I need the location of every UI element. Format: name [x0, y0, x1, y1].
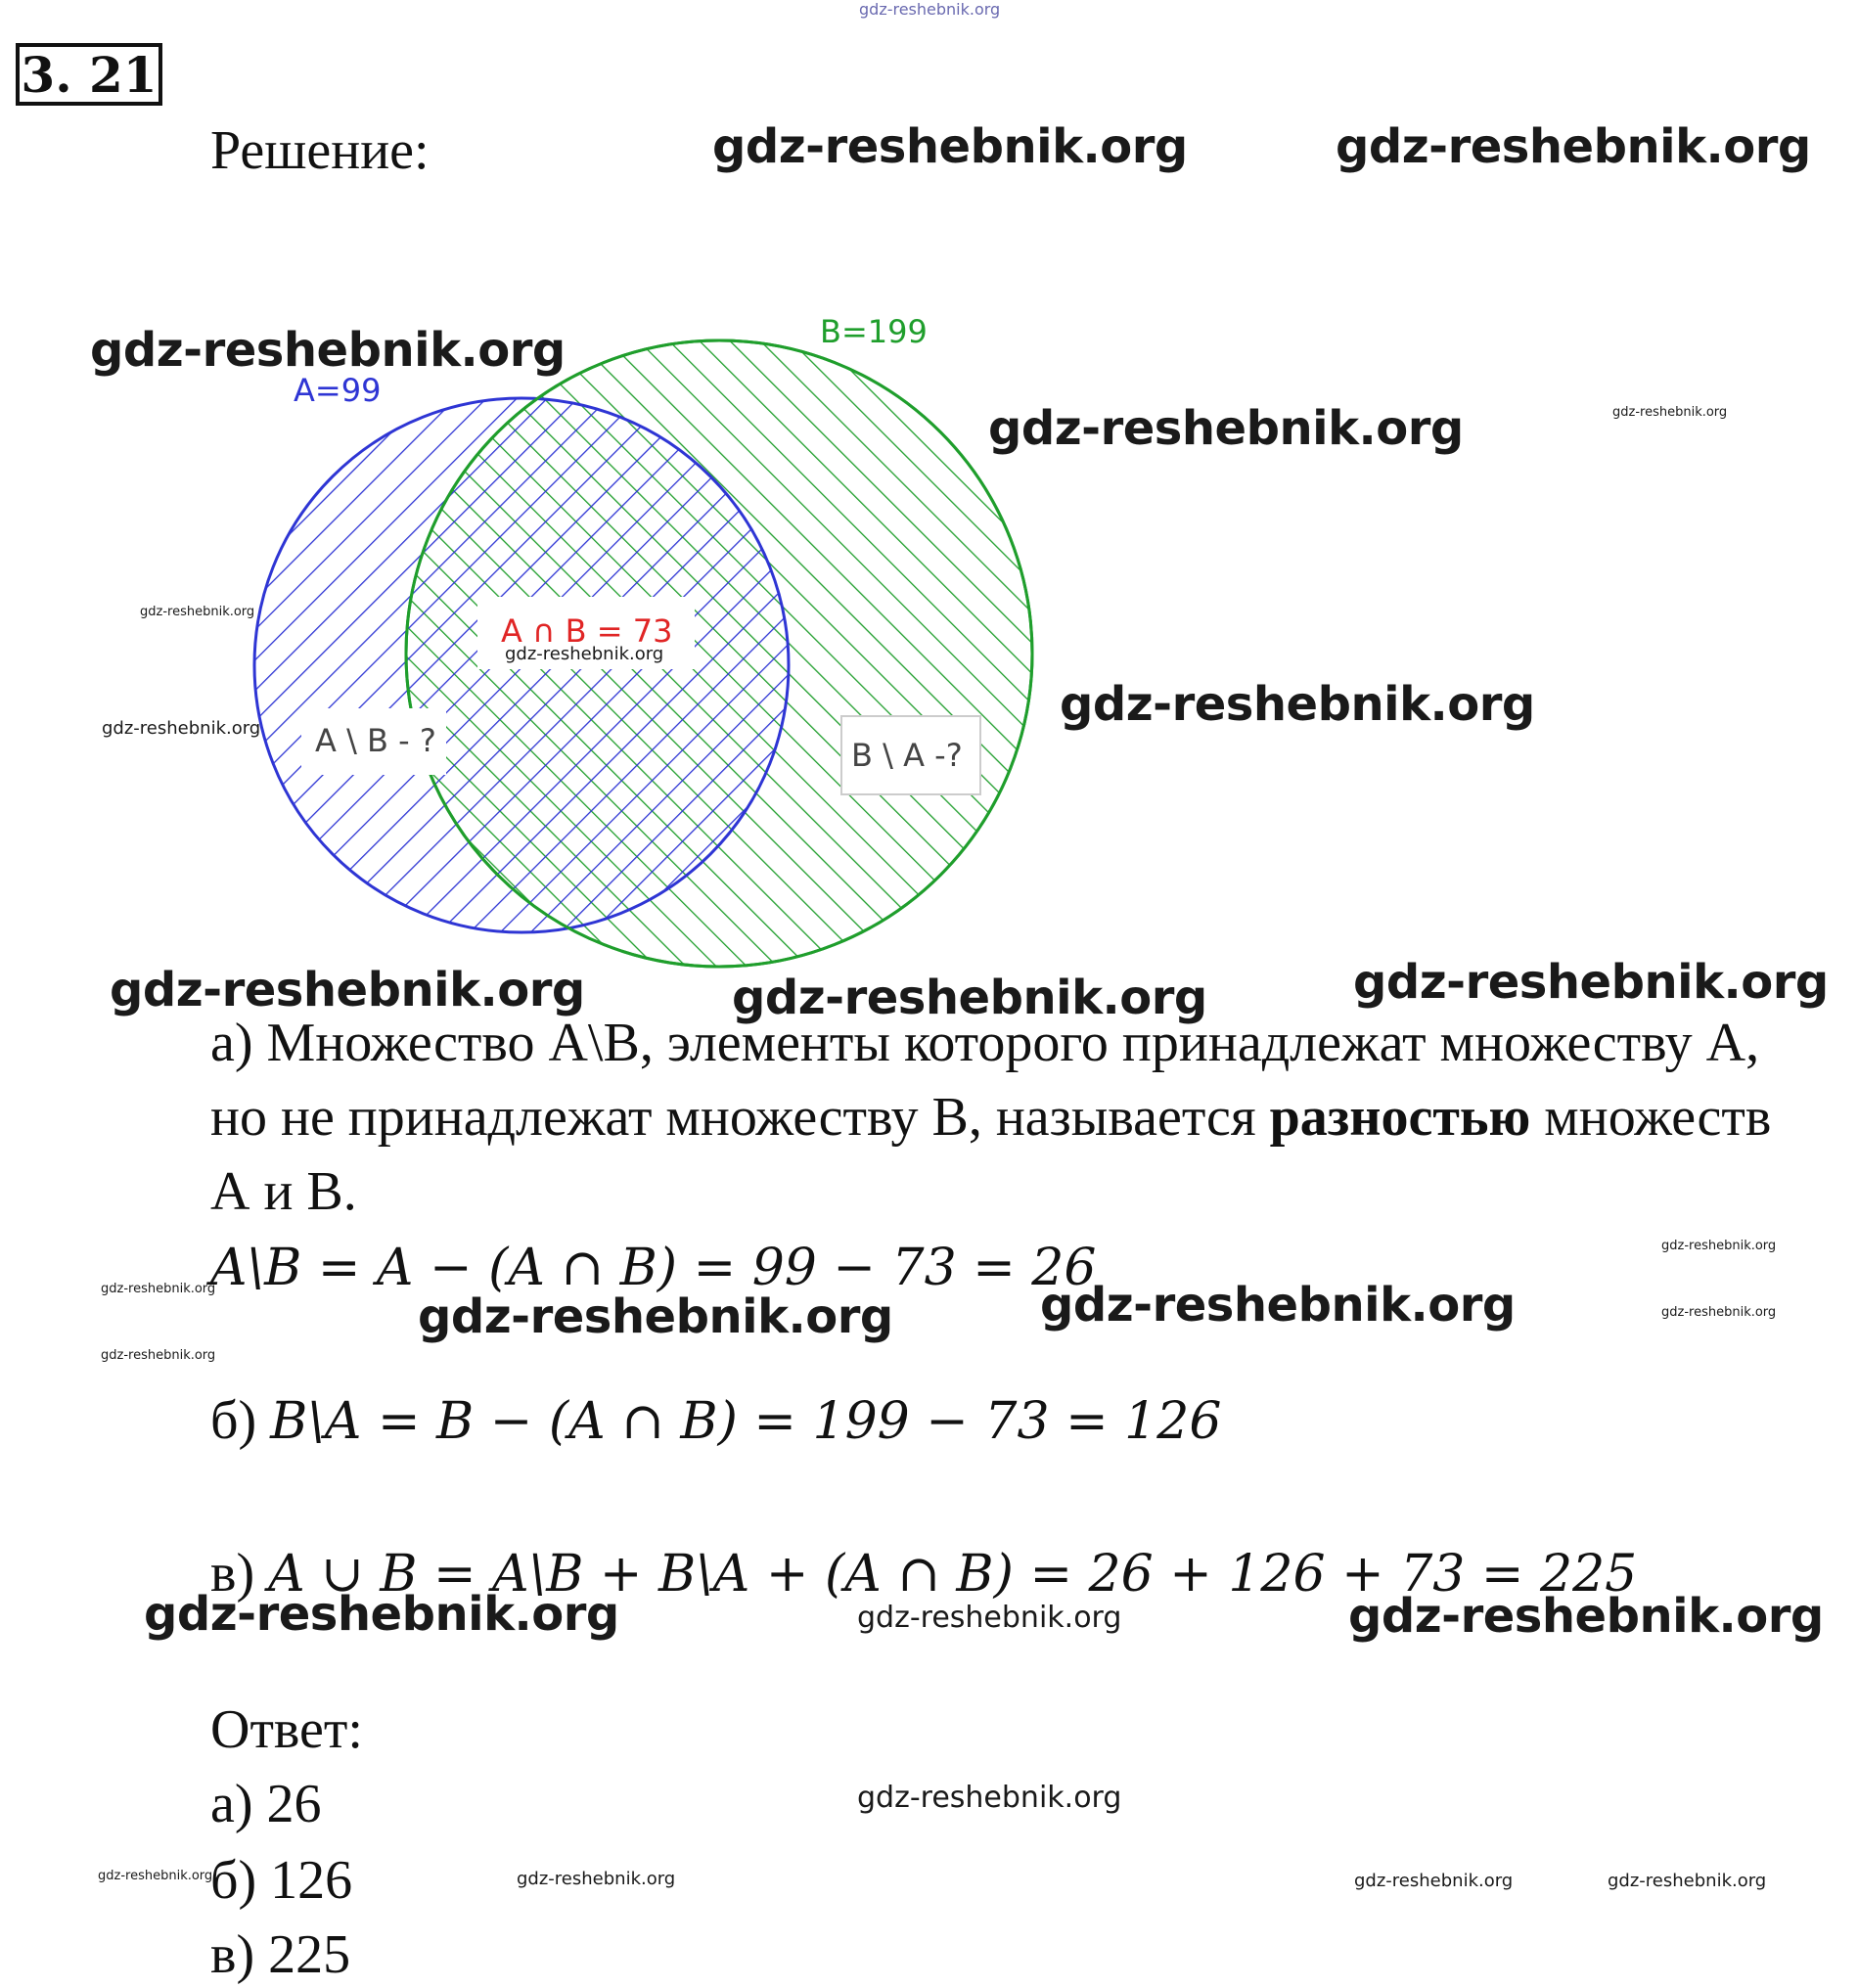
watermark: gdz-reshebnik.org	[1060, 677, 1535, 732]
solution-heading: Решение:	[210, 120, 430, 181]
watermark: gdz-reshebnik.org	[110, 963, 585, 1017]
watermark: gdz-reshebnik.org	[1353, 955, 1829, 1010]
watermark: gdz-reshebnik.org	[102, 718, 261, 739]
term-difference: разностью	[1269, 1087, 1531, 1148]
paragraph-a-line3: А и В.	[210, 1161, 357, 1222]
formula-c-row: в) A ∪ B = A\B + B\A + (A ∩ B) = 26 + 126 + 73 = 225	[210, 1543, 1638, 1604]
formula-b: B\A = B − (A ∩ B) = 199 − 73 = 126	[270, 1392, 1222, 1451]
watermark: gdz-reshebnik.org	[1612, 405, 1728, 420]
watermark: gdz-reshebnik.org	[857, 1601, 1122, 1635]
watermark-top: gdz-reshebnik.org	[859, 0, 1001, 19]
b-minus-a-label: B \ A -?	[851, 737, 963, 774]
watermark: gdz-reshebnik.org	[1608, 1871, 1767, 1891]
watermark: gdz-reshebnik.org	[1336, 119, 1811, 174]
set-b-label: B=199	[820, 313, 928, 350]
formula-a: A\B = A − (A ∩ B) = 99 − 73 = 26	[210, 1239, 1097, 1297]
intersection-label: A ∩ B = 73	[501, 612, 673, 650]
venn-diagram	[225, 294, 1086, 978]
paragraph-a-line2: но не принадлежат множеству В, называется разностью множеств	[210, 1087, 1772, 1148]
watermark: gdz-reshebnik.org	[517, 1869, 676, 1889]
watermark: gdz-reshebnik.org	[101, 1348, 216, 1363]
watermark: gdz-reshebnik.org	[857, 1781, 1122, 1815]
answer-a: а) 26	[210, 1774, 322, 1834]
watermark: gdz-reshebnik.org	[101, 1282, 216, 1296]
paragraph-a-line1: а) Множество A\B, элементы которого принадлежат множеству А,	[210, 1013, 1760, 1073]
watermark: gdz-reshebnik.org	[505, 644, 664, 664]
watermark: gdz-reshebnik.org	[1661, 1239, 1777, 1253]
answer-b: б) 126	[210, 1850, 353, 1911]
formula-c: A ∪ B = A\B + B\A + (A ∩ B) = 26 + 126 + 73 = 225	[268, 1545, 1638, 1604]
watermark: gdz-reshebnik.org	[418, 1289, 893, 1344]
answer-c: в) 225	[210, 1924, 351, 1985]
problem-number: 3. 21	[16, 43, 162, 106]
watermark: gdz-reshebnik.org	[1661, 1305, 1777, 1320]
watermark: gdz-reshebnik.org	[988, 401, 1464, 456]
answer-heading: Ответ:	[210, 1699, 363, 1760]
watermark: gdz-reshebnik.org	[140, 605, 255, 619]
watermark: gdz-reshebnik.org	[732, 971, 1207, 1025]
watermark: gdz-reshebnik.org	[144, 1587, 619, 1642]
a-minus-b-label: A \ B - ?	[315, 722, 436, 759]
watermark: gdz-reshebnik.org	[712, 119, 1188, 174]
watermark: gdz-reshebnik.org	[1354, 1871, 1514, 1891]
watermark: gdz-reshebnik.org	[1348, 1589, 1824, 1644]
watermark: gdz-reshebnik.org	[98, 1869, 213, 1883]
formula-b-row: б) B\A = B − (A ∩ B) = 199 − 73 = 126	[210, 1390, 1222, 1451]
watermark: gdz-reshebnik.org	[1040, 1278, 1516, 1333]
set-a-label: A=99	[294, 372, 382, 409]
watermark: gdz-reshebnik.org	[90, 323, 566, 378]
